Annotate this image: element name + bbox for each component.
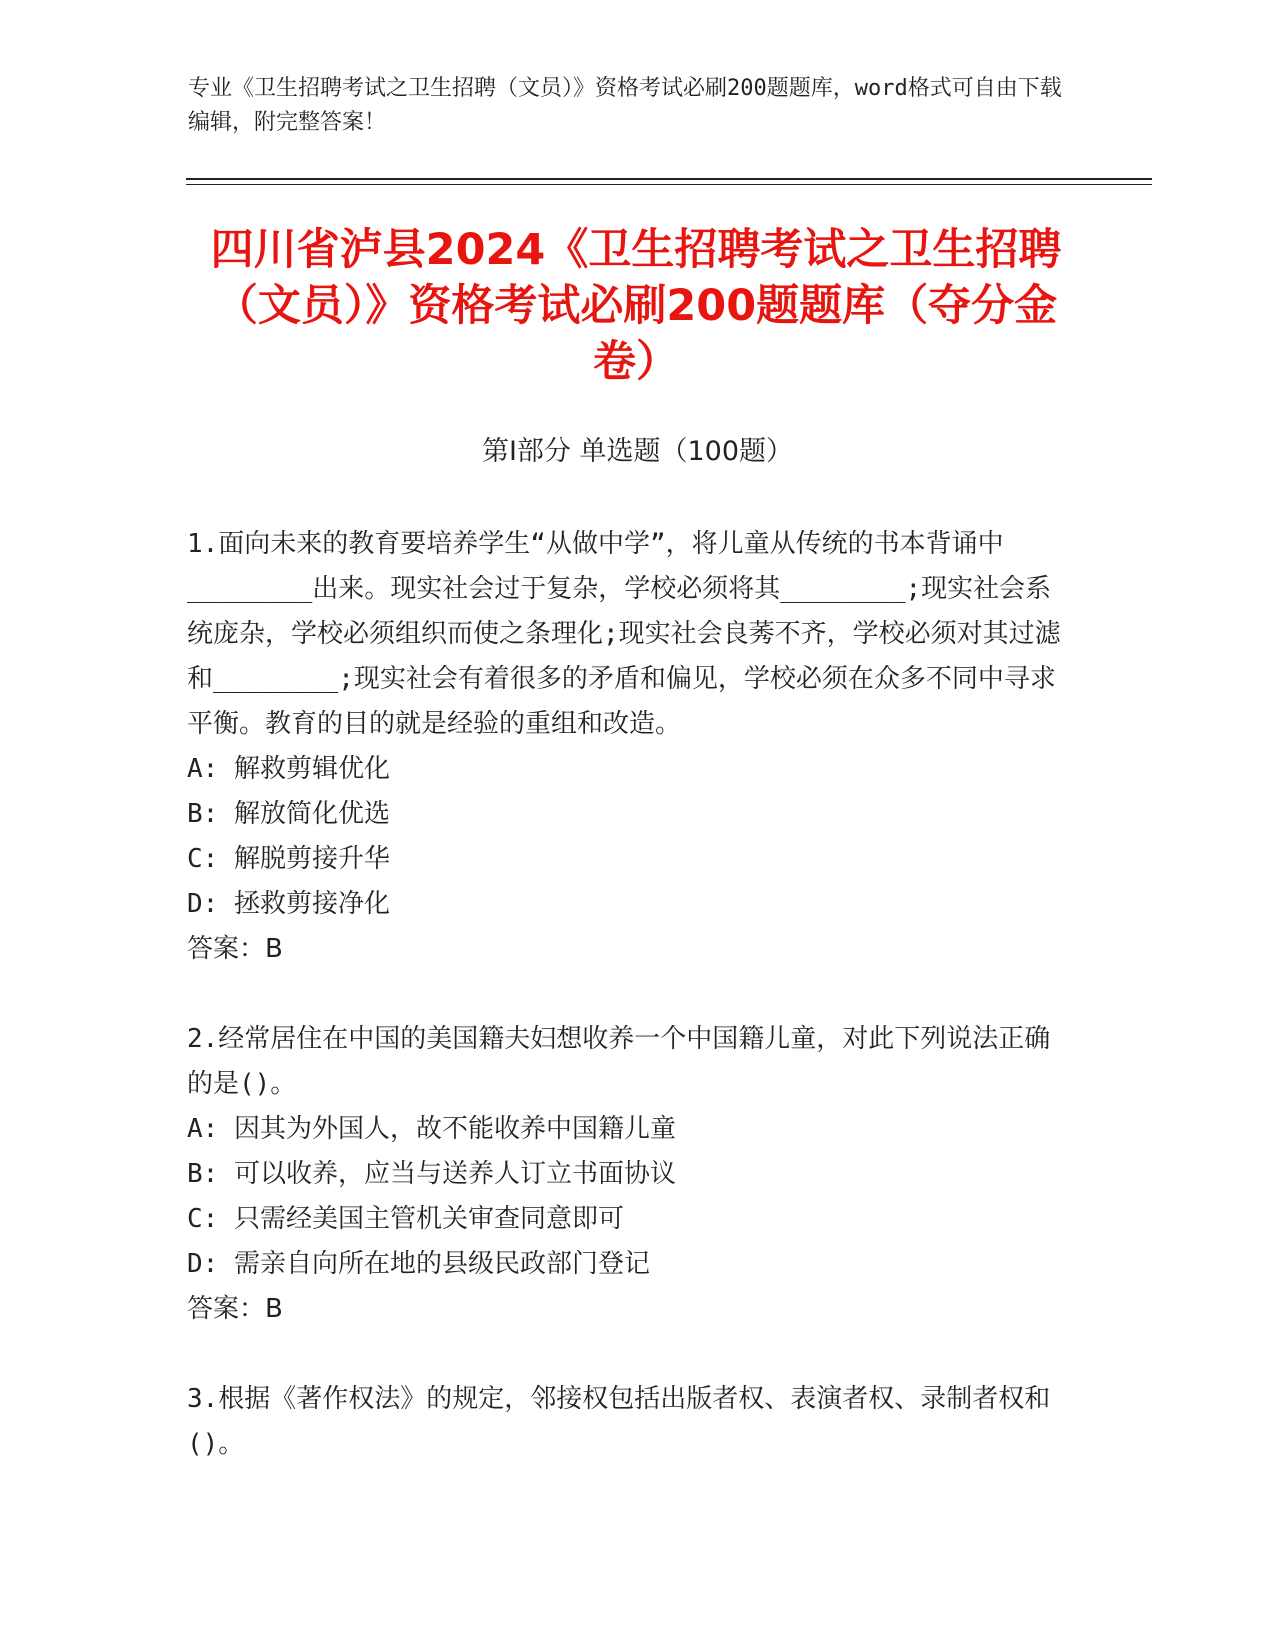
option-a: A: 解救剪辑优化 xyxy=(187,754,390,784)
question-stem: 2.经常居住在中国的美国籍夫妇想收养一个中国籍儿童，对此下列说法正确的是()。 xyxy=(187,1024,1051,1099)
section-title: 第Ⅰ部分 单选题（100题） xyxy=(481,436,794,467)
option-b: B: 解放简化优选 xyxy=(187,799,390,829)
question-list xyxy=(187,522,1067,1512)
header-note: 专业《卫生招聘考试之卫生招聘（文员）》资格考试必刷200题题库，word格式可自由下载编辑，附完整答案！ xyxy=(188,76,1062,135)
question-1 xyxy=(187,522,1067,972)
header-divider-thick xyxy=(186,178,1152,180)
header-divider-thin xyxy=(186,184,1152,185)
option-c: C: 只需经美国主管机关审查同意即可 xyxy=(187,1204,624,1234)
option-b: B: 可以收养，应当与送养人订立书面协议 xyxy=(187,1159,676,1189)
option-a: A: 因其为外国人，故不能收养中国籍儿童 xyxy=(187,1114,676,1144)
option-c: C: 解脱剪接升华 xyxy=(187,844,390,874)
option-d: D: 拯救剪接净化 xyxy=(187,889,390,919)
question-stem: 1.面向未来的教育要培养学生“从做中学”，将儿童从传统的书本背诵中________出来。现实社会过于复杂，学校必须将其________;现实社会系统庞杂，学校必须组织而使之条理化;现实社会良莠不齐，学校必须对其过滤和________;现实社会有着很多的矛盾和偏见，学校必须在众多不同中寻求平衡。教育的目的就是经验的重组和改造。 xyxy=(187,529,1061,739)
answer-line: 答案：B xyxy=(187,934,283,964)
question-stem: 3.根据《著作权法》的规定，邻接权包括出版者权、表演者权、录制者权和()。 xyxy=(187,1384,1051,1459)
question-2 xyxy=(187,1017,1067,1332)
option-d: D: 需亲自向所在地的县级民政部门登记 xyxy=(187,1249,650,1279)
answer-line: 答案：B xyxy=(187,1294,283,1324)
question-3 xyxy=(187,1377,1067,1467)
document-title: 四川省泸县2024《卫生招聘考试之卫生招聘（文员）》资格考试必刷200题题库（夺分金卷） xyxy=(210,225,1062,387)
